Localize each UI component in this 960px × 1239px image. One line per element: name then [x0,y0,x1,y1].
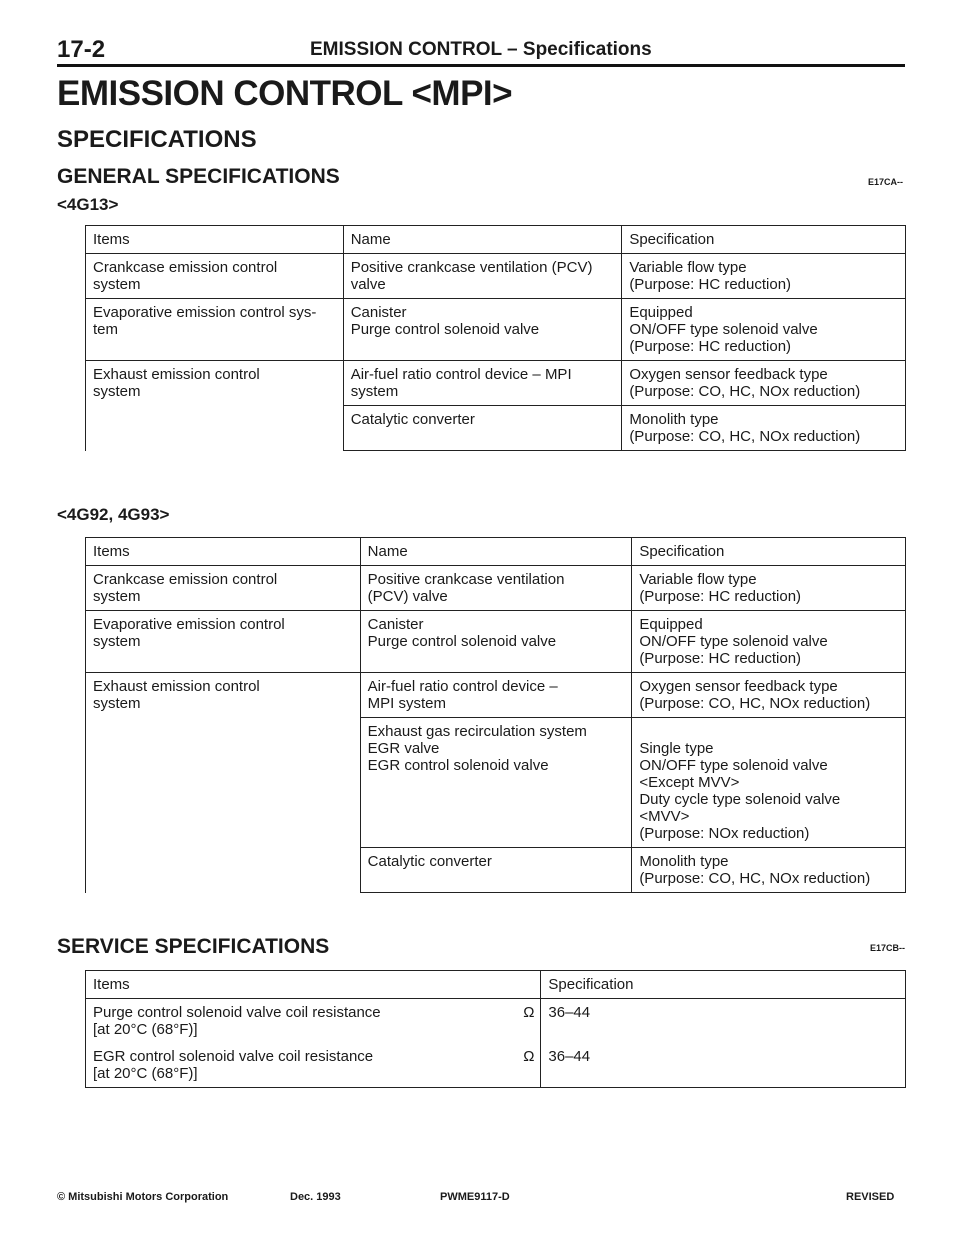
table-row [86,254,906,299]
header-cell: Name [360,538,632,566]
service-spec-table [85,970,906,1088]
footer-status: REVISED [846,1191,895,1203]
table-row [86,673,906,718]
table-cell: Canister Purge control solenoid valve [343,299,622,361]
service-specs-code: E17CB-- [870,943,906,953]
table-cell: Exhaust emission control system [86,673,361,893]
table-cell: Crankcase emission control system [86,566,361,611]
running-title: EMISSION CONTROL – Specifications [310,39,652,60]
header-cell: Specification [622,226,906,254]
table-cell: EGR control solenoid valve coil resistance [at 20°C (68°F)] [86,1043,505,1088]
table-cell: Canister Purge control solenoid valve [360,611,632,673]
table-cell: Variable flow type (Purpose: HC reduction) [622,254,906,299]
table-cell: Positive crankcase ventilation (PCV) valve [360,566,632,611]
spec-table-4g13 [85,225,906,451]
table-row [86,566,906,611]
table-header-row [86,971,906,999]
table-cell: Positive crankcase ventilation (PCV) valve [343,254,622,299]
header-cell: Items [86,538,361,566]
table1-label: <4G13> [57,195,119,214]
header-cell: Items [86,971,541,999]
service-specs-heading: SERVICE SPECIFICATIONS [57,935,330,958]
table-cell: Purge control solenoid valve coil resistance [at 20°C (68°F)] [86,999,505,1044]
table-cell: Oxygen sensor feedback type (Purpose: CO, HC, NOx reduction) [622,361,906,406]
section-title: SPECIFICATIONS [57,126,257,153]
header-cell: Specification [632,538,906,566]
header-cell: Specification [541,971,906,999]
table-cell: Single type ON/OFF type solenoid valve <Except MVV> Duty cycle type solenoid valve <MVV> (Purpose: NOx reduction) [632,718,906,848]
table-cell: Catalytic converter [360,848,632,893]
table-row [86,611,906,673]
page-number: 17-2 [57,36,106,63]
table-cell: Air-fuel ratio control device – MPI system [360,673,632,718]
header-cell: Name [343,226,622,254]
table-cell: 36–44 [541,999,906,1044]
table-row [86,999,906,1044]
page-title: EMISSION CONTROL <MPI> [57,74,513,113]
table-row [86,299,906,361]
header-cell: Items [86,226,344,254]
page-header [57,36,905,67]
table-cell: 36–44 [541,1043,906,1088]
footer-copyright: © Mitsubishi Motors Corporation [57,1191,229,1203]
unit-cell: Ω [505,999,541,1044]
table-cell: Catalytic converter [343,406,622,451]
footer-doc-id: PWME9117-D [440,1191,510,1203]
table-cell: Monolith type (Purpose: CO, HC, NOx reduction) [632,848,906,893]
unit-cell: Ω [505,1043,541,1088]
table-cell: Air-fuel ratio control device – MPI system [343,361,622,406]
table-cell: Crankcase emission control system [86,254,344,299]
table-row [86,361,906,406]
general-specs-heading: GENERAL SPECIFICATIONS [57,165,340,188]
table-cell: Equipped ON/OFF type solenoid valve (Purpose: HC reduction) [622,299,906,361]
footer-date: Dec. 1993 [290,1191,341,1203]
table-cell: Evaporative emission control sys- tem [86,299,344,361]
general-specs-code: E17CA-- [868,177,904,187]
table-row [86,1043,906,1088]
table-cell: Oxygen sensor feedback type (Purpose: CO, HC, NOx reduction) [632,673,906,718]
table-cell: Exhaust gas recirculation system EGR valve EGR control solenoid valve [360,718,632,848]
spec-table-4g92-4g93 [85,537,906,893]
table-cell: Evaporative emission control system [86,611,361,673]
table2-label: <4G92, 4G93> [57,505,170,524]
table-header-row [86,538,906,566]
table-header-row [86,226,906,254]
table-cell: Variable flow type (Purpose: HC reduction) [632,566,906,611]
table-cell: Exhaust emission control system [86,361,344,451]
table-cell: Monolith type (Purpose: CO, HC, NOx reduction) [622,406,906,451]
table-cell: Equipped ON/OFF type solenoid valve (Purpose: HC reduction) [632,611,906,673]
